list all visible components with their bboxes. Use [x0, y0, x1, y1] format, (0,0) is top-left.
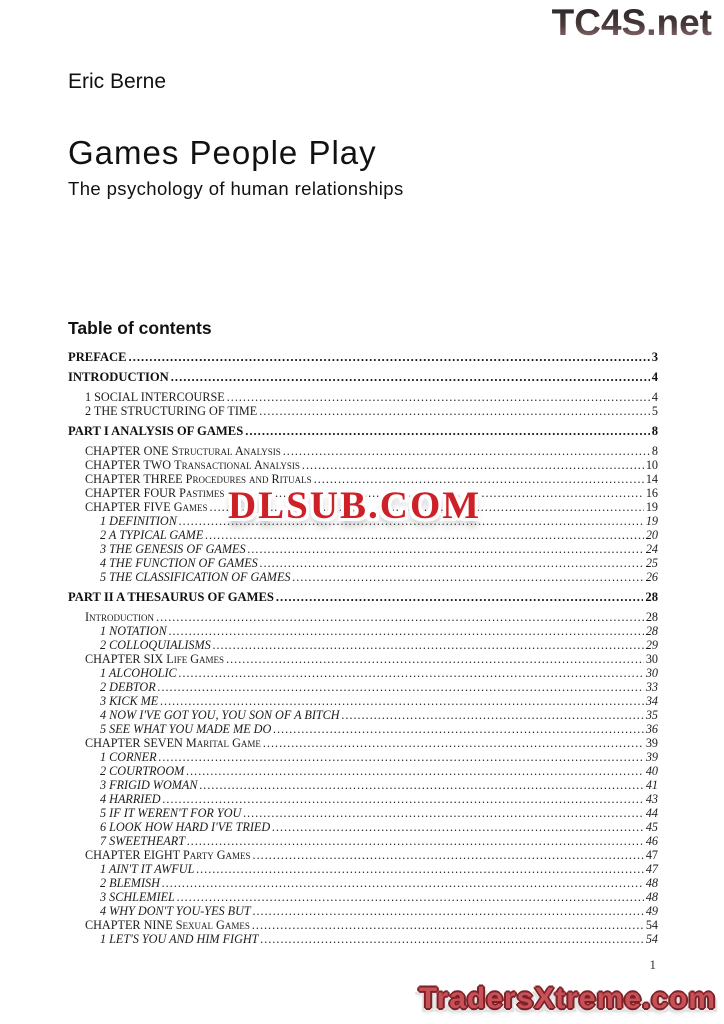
toc-entry-page: 5: [651, 404, 658, 418]
toc-entry-page: 10: [645, 458, 658, 472]
toc-leader-dots: [171, 370, 650, 384]
toc-entry-label: 5 IF IT WEREN'T FOR YOU: [100, 806, 242, 820]
toc-entry[interactable]: [68, 624, 658, 638]
toc-entry-page: 45: [645, 820, 658, 834]
toc-entry[interactable]: [68, 350, 658, 364]
toc-entry[interactable]: [68, 862, 658, 876]
toc-entry-page: 44: [645, 806, 658, 820]
toc-entry[interactable]: [68, 708, 658, 722]
toc-entry-page: 28: [645, 624, 658, 638]
toc-entry-page: 29: [645, 638, 658, 652]
toc-entry[interactable]: [68, 652, 658, 666]
toc-entry-page: 28: [645, 590, 658, 604]
toc-entry-page: 39: [645, 736, 658, 750]
toc-entry-label-smallcaps: Structural Analysis: [171, 444, 281, 458]
toc-entry-page: 28: [645, 610, 658, 624]
toc-entry-label: 3 KICK ME: [100, 694, 159, 708]
toc-leader-dots: [245, 424, 649, 438]
toc-entry[interactable]: [68, 610, 658, 624]
toc-entry-label-smallcaps: Life Games: [166, 652, 225, 666]
watermark-tc4s: TC4S.net: [551, 2, 712, 43]
toc-entry-page: 54: [645, 932, 658, 946]
toc-leader-dots: [248, 542, 644, 556]
toc-entry-label: 1 DEFINITION: [100, 514, 177, 528]
toc-leader-dots: [213, 638, 644, 652]
toc-entry[interactable]: [68, 806, 658, 820]
toc-entry-label: INTRODUCTION: [68, 370, 169, 384]
toc-entry-label: PREFACE: [68, 350, 127, 364]
toc-entry-label-smallcaps: Sexual Games: [175, 918, 250, 932]
toc-leader-dots: [158, 680, 644, 694]
toc-entry-label: CHAPTER SEVEN Marital Game: [85, 736, 261, 750]
toc-entry-label: CHAPTER EIGHT Party Games: [85, 848, 251, 862]
toc-entry-label: 4 WHY DON'T YOU-YES BUT: [100, 904, 251, 918]
toc-entry-page: 20: [645, 528, 658, 542]
toc-leader-dots: [253, 904, 644, 918]
toc-entry-page: 14: [645, 472, 658, 486]
toc-entry-label: CHAPTER SIX Life Games: [85, 652, 225, 666]
toc-entry[interactable]: [68, 590, 658, 604]
toc-entry[interactable]: [68, 876, 658, 890]
toc-entry-label: 3 THE GENESIS OF GAMES: [100, 542, 246, 556]
toc-entry-label: CHAPTER TWO Transactional Analysis: [85, 458, 300, 472]
toc-entry-page: 35: [645, 708, 658, 722]
toc-entry[interactable]: [68, 404, 658, 418]
toc-entry-label: 4 NOW I'VE GOT YOU, YOU SON OF A BITCH: [100, 708, 340, 722]
toc-entry-page: 54: [645, 918, 658, 932]
author-name: Eric Berne: [68, 70, 167, 93]
toc-entry-label: 1 AIN'T IT AWFUL: [100, 862, 195, 876]
toc-entry-label: 1 LET'S YOU AND HIM FIGHT: [100, 932, 259, 946]
toc-leader-dots: [260, 932, 643, 946]
toc-entry[interactable]: [68, 390, 658, 404]
toc-entry-label: 3 FRIGID WOMAN: [100, 778, 198, 792]
toc-entry-label-smallcaps: Games: [173, 500, 208, 514]
toc-leader-dots: [160, 694, 644, 708]
toc-entry-page: 19: [645, 514, 658, 528]
toc-leader-dots: [252, 918, 644, 932]
toc-entry[interactable]: [68, 932, 658, 946]
toc-entry-page: 43: [645, 792, 658, 806]
toc-leader-dots: [179, 666, 644, 680]
toc-entry-label: 2 A TYPICAL GAME: [100, 528, 204, 542]
toc-entry[interactable]: [68, 722, 658, 736]
toc-entry-page: 26: [645, 570, 658, 584]
toc-entry-page: 33: [645, 680, 658, 694]
toc-entry-page: 24: [645, 542, 658, 556]
toc-entry-label: 2 COURTROOM: [100, 764, 185, 778]
toc-entry[interactable]: [68, 890, 658, 904]
toc-leader-dots: [283, 444, 650, 458]
toc-entry-label: [85, 610, 154, 624]
book-title: Games People Play: [68, 134, 377, 171]
toc-entry[interactable]: [68, 764, 658, 778]
toc-entry-label-smallcaps: Pastimes: [179, 486, 225, 500]
toc-entry[interactable]: [68, 444, 658, 458]
toc-leader-dots: [276, 590, 644, 604]
toc-entry-page: 40: [645, 764, 658, 778]
toc-entry-page: 30: [645, 666, 658, 680]
toc-entry[interactable]: [68, 638, 658, 652]
toc-entry[interactable]: [68, 694, 658, 708]
toc-leader-dots: [187, 834, 644, 848]
toc-entry[interactable]: [68, 918, 658, 932]
toc-leader-dots: [342, 708, 644, 722]
toc-entry-label: 5 SEE WHAT YOU MADE ME DO: [100, 722, 272, 736]
toc-leader-dots: [259, 404, 650, 418]
toc-entry-label: 2 THE STRUCTURING OF TIME: [85, 404, 258, 418]
toc-leader-dots: [156, 610, 644, 624]
toc-leader-dots: [163, 792, 644, 806]
toc-entry-page: 4: [651, 370, 658, 384]
toc-entry-label: PART I ANALYSIS OF GAMES: [68, 424, 244, 438]
toc-entry[interactable]: [68, 778, 658, 792]
toc-entry[interactable]: [68, 542, 658, 556]
toc-entry-label-smallcaps: Procedures and Rituals: [185, 472, 312, 486]
toc-entry-label: 6 LOOK HOW HARD I'VE TRIED: [100, 820, 271, 834]
toc-entry-page: 48: [645, 876, 658, 890]
book-subtitle: The psychology of human relationships: [68, 178, 404, 199]
toc-entry-label-smallcaps: Introduction: [85, 610, 155, 624]
toc-entry-label: 4 HARRIED: [100, 792, 161, 806]
toc-entry-label-smallcaps: Party Games: [182, 848, 251, 862]
toc-leader-dots: [205, 528, 644, 542]
toc-entry-page: 41: [645, 778, 658, 792]
toc-entry-page: 3: [651, 350, 658, 364]
toc-leader-dots: [129, 350, 650, 364]
toc-entry-page: 8: [651, 444, 658, 458]
toc-entry-label: 5 THE CLASSIFICATION OF GAMES: [100, 570, 291, 584]
toc-entry-label: 4 THE FUNCTION OF GAMES: [100, 556, 258, 570]
toc-leader-dots: [253, 848, 644, 862]
toc-entry-page: 48: [645, 890, 658, 904]
watermark-tradersxtreme: TradersXtreme.com: [418, 982, 716, 1015]
toc-leader-dots: [260, 556, 644, 570]
toc-entry[interactable]: [68, 458, 658, 472]
toc-entry-label: CHAPTER ONE Structural Analysis: [85, 444, 281, 458]
toc-leader-dots: [292, 570, 643, 584]
toc-entry-page: 36: [645, 722, 658, 736]
toc-entry-page: 19: [645, 500, 658, 514]
toc-entry[interactable]: [68, 834, 658, 848]
toc-entry-page: 47: [645, 862, 658, 876]
toc-list: [68, 344, 658, 946]
toc-entry-label: 3 SCHLEMIEL: [100, 890, 175, 904]
toc-leader-dots: [159, 750, 644, 764]
toc-entry-label-smallcaps: Marital Game: [185, 736, 261, 750]
toc-entry-label: 1 ALCOHOLIC: [100, 666, 177, 680]
toc-entry-label: PART II A THESAURUS OF GAMES: [68, 590, 274, 604]
toc-entry-label: 2 COLLOQUIALISMS: [100, 638, 211, 652]
toc-leader-dots: [263, 736, 644, 750]
toc-entry[interactable]: [68, 424, 658, 438]
toc-entry[interactable]: [68, 736, 658, 750]
toc-leader-dots: [169, 624, 644, 638]
toc-entry[interactable]: [68, 528, 658, 542]
toc-entry-page: 46: [645, 834, 658, 848]
toc-entry-label: 2 DEBTOR: [100, 680, 156, 694]
toc-leader-dots: [199, 778, 643, 792]
toc-entry[interactable]: [68, 570, 658, 584]
toc-entry-label: 1 SOCIAL INTERCOURSE: [85, 390, 225, 404]
toc-entry-page: 47: [645, 848, 658, 862]
toc-entry-page: 34: [645, 694, 658, 708]
toc-leader-dots: [302, 458, 644, 472]
toc-leader-dots: [186, 764, 644, 778]
toc-entry-label: 2 BLEMISH: [100, 876, 160, 890]
toc-entry-label: CHAPTER FIVE Games: [85, 500, 208, 514]
toc-leader-dots: [162, 876, 644, 890]
toc-entry[interactable]: [68, 848, 658, 862]
toc-entry[interactable]: [68, 904, 658, 918]
toc-leader-dots: [196, 862, 643, 876]
toc-entry[interactable]: [68, 820, 658, 834]
toc-entry-label: CHAPTER NINE Sexual Games: [85, 918, 250, 932]
toc-entry-label: 1 NOTATION: [100, 624, 167, 638]
toc-entry-page: 39: [645, 750, 658, 764]
toc-entry-page: 25: [645, 556, 658, 570]
toc-entry-page: 4: [651, 390, 658, 404]
toc-leader-dots: [273, 722, 644, 736]
toc-entry[interactable]: [68, 680, 658, 694]
toc-entry[interactable]: [68, 370, 658, 384]
watermark-dlsub: DLSUB.COM: [228, 484, 482, 527]
toc-leader-dots: [272, 820, 644, 834]
toc-leader-dots: [177, 890, 644, 904]
toc-leader-dots: [227, 390, 650, 404]
toc-leader-dots: [243, 806, 644, 820]
toc-entry[interactable]: [68, 556, 658, 570]
toc-entry-label: 1 CORNER: [100, 750, 157, 764]
toc-entry-page: 30: [645, 652, 658, 666]
toc-entry-page: 49: [645, 904, 658, 918]
toc-entry-page: 16: [645, 486, 658, 500]
toc-entry[interactable]: [68, 750, 658, 764]
toc-entry-label-smallcaps: Transactional Analysis: [174, 458, 300, 472]
page-number: 1: [649, 957, 656, 972]
toc-entry-label: 7 SWEETHEART: [100, 834, 185, 848]
toc-entry-label: CHAPTER FOUR Pastimes: [85, 486, 225, 500]
toc-entry[interactable]: [68, 666, 658, 680]
toc-entry[interactable]: [68, 792, 658, 806]
toc-leader-dots: [226, 652, 644, 666]
toc-entry-label: CHAPTER THREE Procedures and Rituals: [85, 472, 312, 486]
toc-entry-page: 8: [651, 424, 658, 438]
toc-heading: Table of contents: [68, 318, 212, 338]
